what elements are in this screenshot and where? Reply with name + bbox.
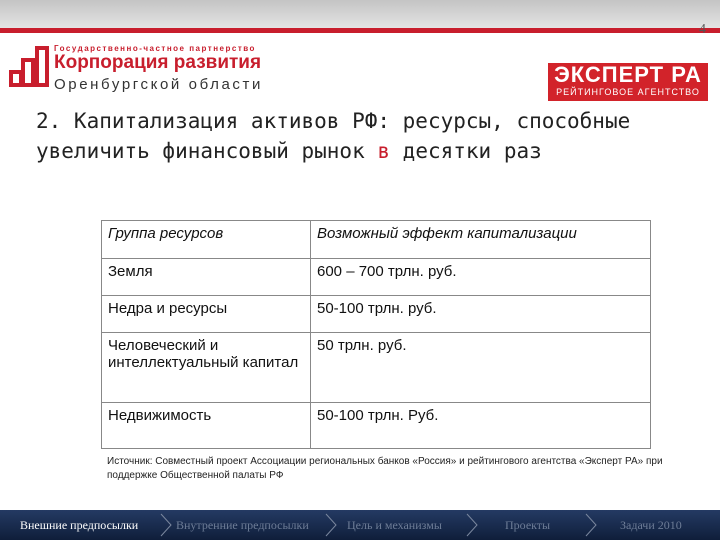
logo-title: Корпорация развития <box>54 52 262 73</box>
table-row <box>102 259 651 296</box>
table-cell: Недвижимость <box>102 403 311 449</box>
slide-title <box>36 106 656 166</box>
nav-goals-and-mechanisms[interactable]: Цель и механизмы <box>347 518 442 532</box>
table-cell: Недра и ресурсы <box>102 296 311 333</box>
top-bar <box>0 0 720 28</box>
chevron-right-icon <box>585 513 597 537</box>
slide-number: 4 <box>699 22 706 37</box>
nav-external-prerequisites[interactable]: Внешние предпосылки <box>20 518 139 532</box>
chevron-right-icon <box>466 513 478 537</box>
bottom-navigation <box>0 510 720 540</box>
header-cell: Возможный эффект капитализации <box>311 221 651 259</box>
chevron-right-icon <box>325 513 337 537</box>
logo-tagline: Государственно-частное партнерство <box>54 44 256 53</box>
corporation-logo-icon <box>9 44 49 87</box>
nav-projects[interactable]: Проекты <box>505 518 551 532</box>
title-part-1: 2. Капитализация активов РФ: <box>36 109 391 133</box>
source-note: Источник: Совместный проект Ассоциации региональных банков «Россия» и рейтингового агентства «Эксперт РА» при поддержке Общественной палаты РФ <box>107 456 663 481</box>
table-cell: Земля <box>102 259 311 296</box>
table-header-row <box>102 221 651 259</box>
chevron-right-icon <box>160 513 172 537</box>
title-part-3: в <box>377 139 391 163</box>
table-cell: 50-100 трлн. Руб. <box>311 403 651 449</box>
logo-subtitle: Оренбургской области <box>54 76 263 93</box>
title-part-4: десятки раз <box>390 139 542 163</box>
resources-table <box>101 220 651 449</box>
table-row <box>102 333 651 403</box>
header-cell: Группа ресурсов <box>102 221 311 259</box>
table-row <box>102 296 651 333</box>
expert-ra-name: ЭКСПЕРТ РА <box>554 62 702 87</box>
nav-tasks-2010[interactable]: Задачи 2010 <box>620 518 682 532</box>
expert-ra-logo <box>548 63 708 101</box>
top-accent-line <box>0 28 720 33</box>
table-cell: 50-100 трлн. руб. <box>311 296 651 333</box>
title-part-2: ресурсы, способные увеличить финансовый рынок <box>36 109 631 163</box>
table-cell: 50 трлн. руб. <box>311 333 651 403</box>
table-cell: 600 – 700 трлн. руб. <box>311 259 651 296</box>
table-row <box>102 403 651 449</box>
nav-internal-prerequisites[interactable]: Внутренние предпосылки <box>176 518 309 532</box>
table-cell: Человеческий и интеллектуальный капитал <box>102 333 311 403</box>
expert-ra-subtitle: РЕЙТИНГОВОЕ АГЕНТСТВО <box>556 87 700 97</box>
